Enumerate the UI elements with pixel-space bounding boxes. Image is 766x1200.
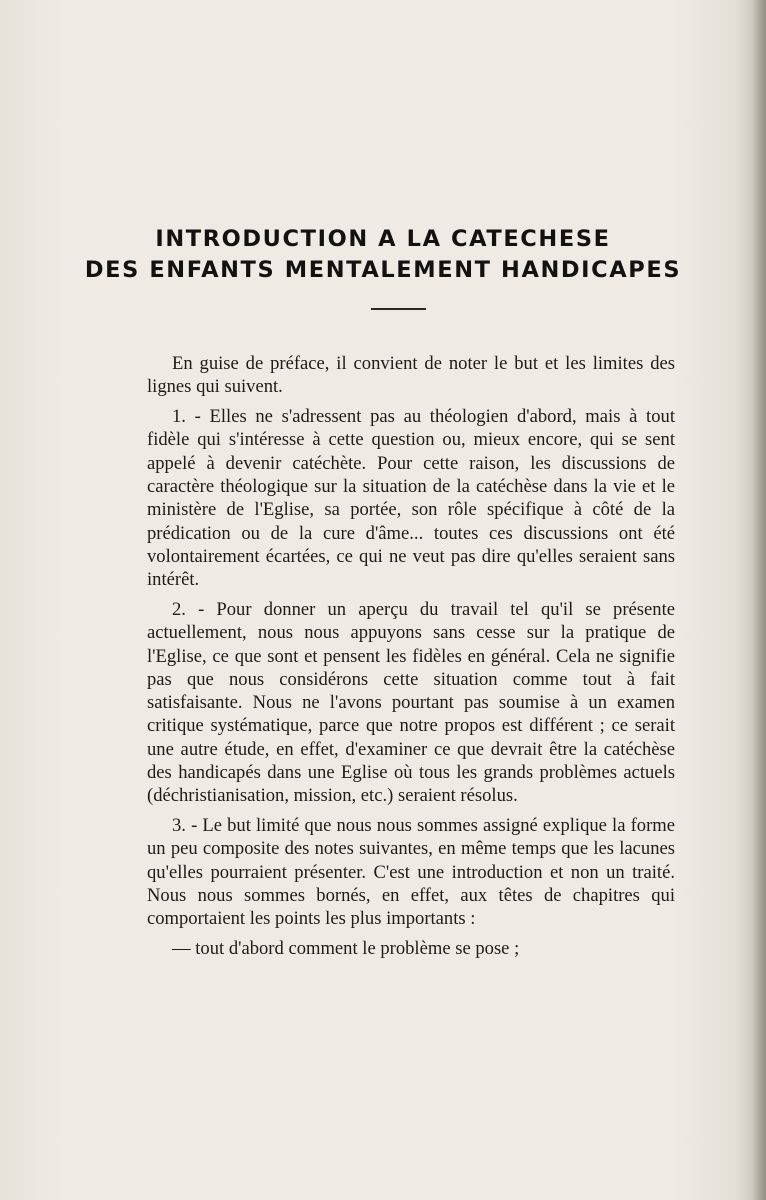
paragraph-point-2: 2. - Pour donner un aperçu du travail tel qu'il se présente actuellement, nous nous appuyons sans cesse sur la pratique de l'Eglise, ce que sont et pensent les fidèles en général. Cela ne signifie pas que nous considérons cette situation comme tout à fait satisfaisante. Nous ne l'avons pourtant pas soumise à un examen critique systématique, parce que notre propos est différent ; ce serait une autre étude, en effet, d'examiner ce que devrait être la catéchèse des handicapés dans une Eglise où tous les grands problèmes actuels (déchristianisation, mission, etc.) seraient résolus. [147, 598, 675, 807]
title-line-1: INTRODUCTION A LA CATECHESE [155, 226, 611, 252]
paragraph-preface: En guise de préface, il convient de noter le but et les limites des lignes qui suivent. [147, 353, 675, 398]
title-divider [371, 308, 426, 310]
paragraph-point-1: 1. - Elles ne s'adressent pas au théologien d'abord, mais à tout fidèle qui s'intéresse à cette question ou, mieux encore, qui se sent appelé à devenir catéchète. Pour cette raison, les discussions de caractère théologique sur la situation de la catéchèse dans la vie et le ministère de l'Eglise, sa portée, son rôle spécifique à côté de la prédication ou de la cure d'âme... toutes ces discussions ont été volontairement écartées, ce qui ne veut pas dire qu'elles seraient sans intérêt. [147, 406, 675, 591]
body-text [147, 352, 675, 960]
title-line-2: DES ENFANTS MENTALEMENT HANDICAPES [84, 257, 682, 283]
list-item-first: — tout d'abord comment le problème se pose ; [172, 938, 520, 960]
paragraph-point-3: 3. - Le but limité que nous nous sommes assigné explique la forme un peu composite des notes suivantes, en même temps que les lacunes qu'elles pourraient présenter. C'est une introduction et non un traité. Nous nous sommes bornés, en effet, aux têtes de chapitres qui comportaient les points les plus importants : [147, 815, 675, 930]
page-spine-shadow [752, 0, 766, 1200]
